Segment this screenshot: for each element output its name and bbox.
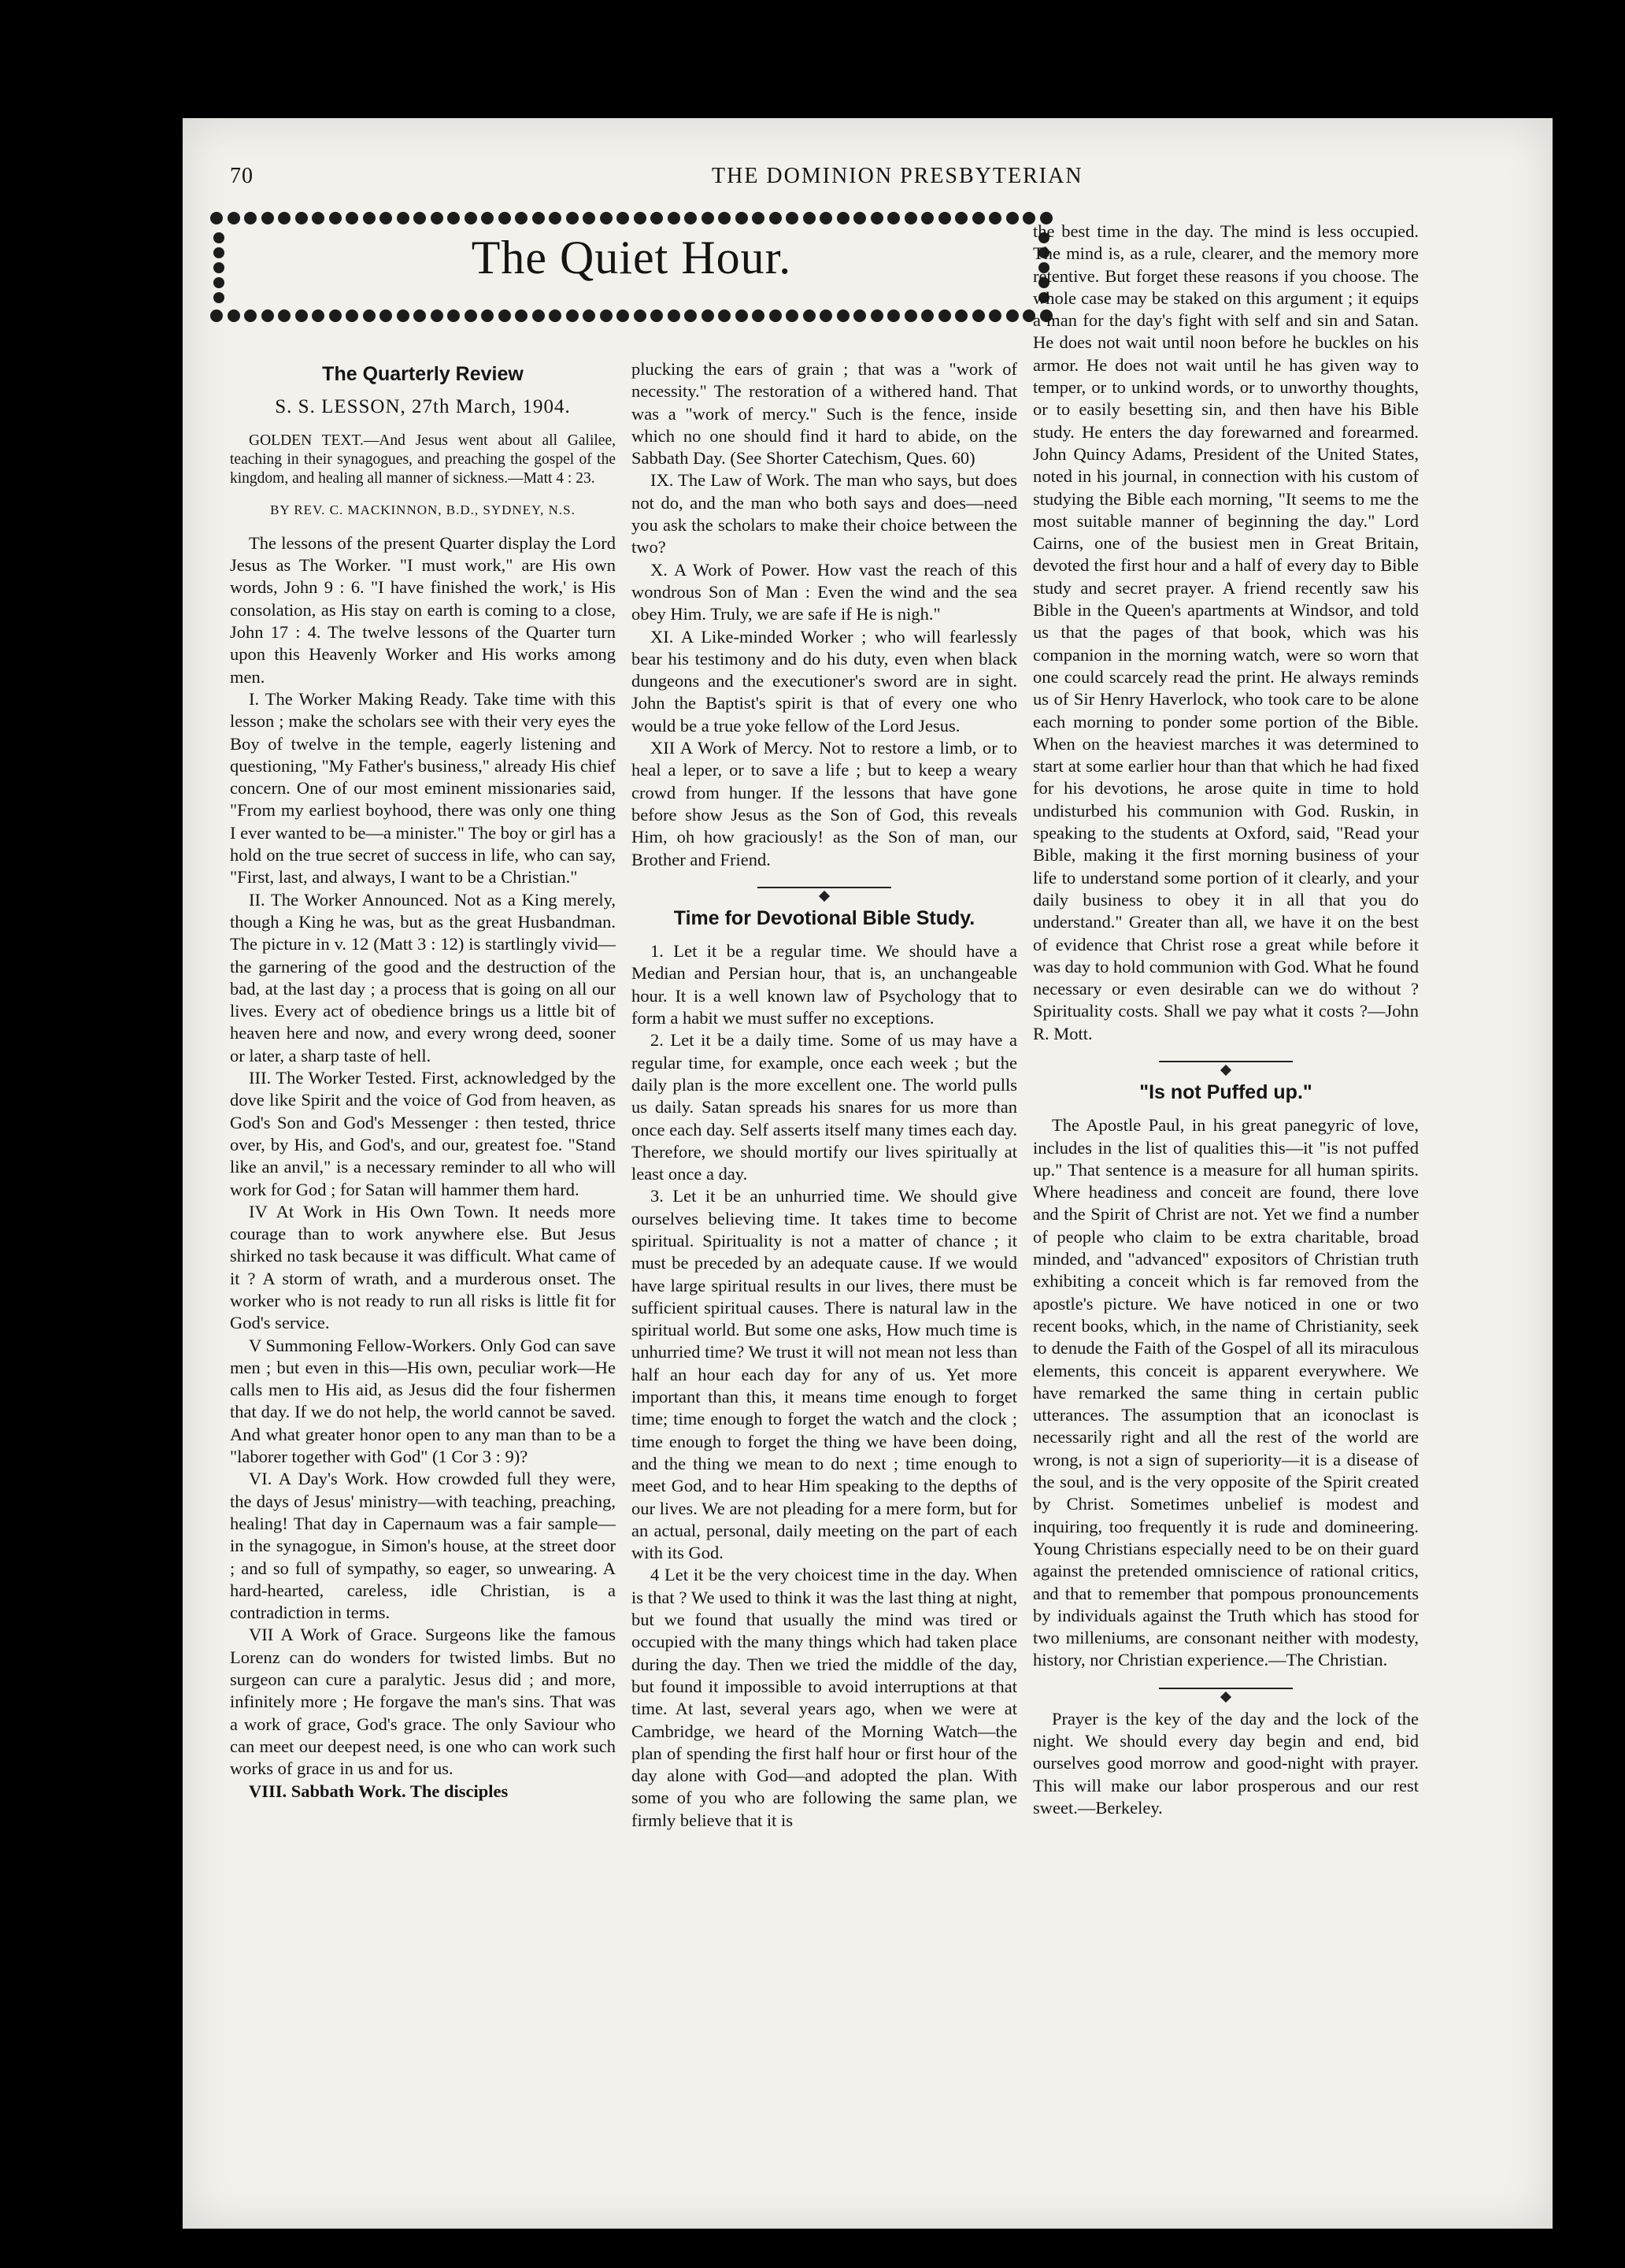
- section-divider: [1033, 1056, 1419, 1067]
- paragraph: VII A Work of Grace. Surgeons like the famous Lorenz can do wonders for twisted limbs. But no surgeon can cure a paralytic. Jesus did ; and more, infinitely more ; He forgave the man's sins. That was a work of grace, God's grace. The only Saviour who can meet our deepest need, is one who can work such works of grace in us and for us.: [230, 1625, 616, 1779]
- banner-title: The Quiet Hour.: [471, 232, 792, 284]
- paragraph: V Summoning Fellow-Workers. Only God can save men ; but even in this—His own, peculiar work—He calls men to His aid, as Jesus did the four fishermen that day. If we do not help, the world cannot be saved. And what greater honor open to any man than to be a "laborer together with God" (1 Cor 3 : 9)?: [230, 1335, 616, 1467]
- publication-title: THE DOMINION PRESBYTERIAN: [712, 164, 1083, 188]
- section-divider: [631, 882, 1017, 893]
- paragraph: I. The Worker Making Ready. Take time with this lesson ; make the scholars see with their very eyes the Boy of twelve in the temple, eagerly listening and questioning, "My Father's business," already His chief concern. One of our most eminent missionaries said, "From my earliest boyhood, there was only one thing I ever wanted to be—a minister." The boy or girl has a hold on the true secret of success in life, who can say, "First, last, and always, I want to be a Christian.": [230, 688, 616, 888]
- paragraph: 2. Let it be a daily time. Some of us may have a regular time, for example, once each week ; but the daily plan is the more excellent one. The world pulls us daily. Satan spreads his snares for us more than once each day. Self asserts itself many times each day. Therefore, we should mortify our lives spiritually at least once a day.: [631, 1030, 1017, 1184]
- column-2: [631, 358, 1017, 1832]
- page-number: 70: [230, 164, 254, 188]
- paragraph: VIII. Sabbath Work. The disciples: [249, 1781, 509, 1801]
- golden-text: GOLDEN TEXT.—And Jesus went about all Galilee, teaching in their synagogues, and preaching the gospel of the kingdom, and healing all manner of sickness.—Matt 4 : 23.: [230, 432, 616, 487]
- paragraph: 4 Let it be the very choicest time in the day. When is that ? We used to think it was the last thing at night, but we found that usually the mind was tired or occupied with the many things which had taken place during the day. Then we tried the middle of the day, but found it impossible to avoid interruptions at that time. At last, several years ago, when we were at Cambridge, we heard of the Morning Watch—the plan of spending the first half hour or first hour of the day alone with God—and adopted the plan. With some of you who are following the same plan, we firmly believe that it is: [631, 1565, 1017, 1830]
- paragraph: IX. The Law of Work. The man who says, but does not do, and the man who both says and does—need you ask the scholars to make their choice between the two?: [631, 470, 1017, 558]
- paragraph: The Apostle Paul, in his great panegyric of love, includes in the list of qualities this—it "is not puffed up." That sentence is a measure for all human spirits. Where headiness and conceit are found, there love and the Spirit of Christ are not. Yet we find a number of people who claim to be extra charitable, broad minded, and "advanced" expositors of Christian truth exhibiting a conceit which is far removed from the apostle's picture. We have noticed in one or two recent books, which, in the name of Christianity, seek to denude the Faith of the Gospel of all its miraculous elements, this conceit is apparent everywhere. We have remarked the same thing in certain public utterances. The assumption that an iconoclast is necessarily right and all the rest of the world are wrong, is not a sign of superiority—it is a disease of the soul, and is the very opposite of the Spirit created by Christ. Sometimes unbelief is modest and inquiring, too frequently it is rude and domineering. Young Christians especially need to be on their guard against the pretended omniscience of rational critics, and that to remember that pompous pronouncements by individuals against the Truth which has stood for two milleniums, are consonant neither with modesty, history, nor Christian experience.—The Christian.: [1033, 1115, 1419, 1670]
- paragraph: the best time in the day. The mind is less occupied. The mind is, as a rule, clearer, and the memory more retentive. But forget these reasons if you choose. The whole case may be staked on this argument ; it equips a man for the day's fight with self and sin and Satan. He does not wait until noon before he buckles on his armor. He does not wait until he has given way to temper, or to unkind words, or to unworthy thoughts, or to easily besetting sin, and then have his Bible study. He enters the day forewarned and forearmed. John Quincy Adams, President of the United States, noted in his journal, in connection with his custom of studying the Bible each morning, "It seems to me the most suitable manner of beginning the day." Lord Cairns, one of the busiest men in Great Britain, devoted the first hour and a half of every day to Bible study and secret prayer. A friend recently saw his Bible in the Queen's apartments at Windsor, and told us that the pages of that book, which was his companion in the morning watch, were so worn that one could scarcely read the print. He always reminds us of Sir Henry Haverlock, who took care to be alone each morning to ponder some portion of the Bible. When on the heaviest marches it was determined to start at some earlier hour than that which he had fixed for his devotions, he arose quite in time to hold undisturbed his communion with God. Ruskin, in speaking to the students at Oxford, said, "Read your Bible, making it the first morning business of your life to understand some portion of it clearly, and your daily business to obey it in all that you do understand." Greater than all, we have it on the best of evidence that Christ rose a great while before it was day to hold communion with God. What he found necessary or even desirable can we do without ? Spirituality costs. Shall we pay what it costs ?—John R. Mott.: [1033, 221, 1419, 1043]
- paragraph: VI. A Day's Work. How crowded full they were, the days of Jesus' ministry—with teaching, preaching, healing! That day in Capernaum was a fair sample—in the synagogue, in Simon's house, at the street door ; and so full of sympathy, so eager, so unwearing. A hard-hearted, careless, idle Christian, is a contradiction in terms.: [230, 1469, 616, 1623]
- paragraph: X. A Work of Power. How vast the reach of this wondrous Son of Man : Even the wind and the sea obey Him. Truly, we are safe if He is nigh.": [631, 559, 1017, 624]
- paragraph: IV At Work in His Own Town. It needs more courage than to work anywhere else. But Jesus shirked no task because it was difficult. What came of it ? A storm of wrath, and a murderous onset. The worker who is not ready to run all risks is little fit for God's service.: [230, 1201, 616, 1333]
- paragraph: XII A Work of Mercy. Not to restore a limb, or to heal a leper, or to save a life ; but to keep a weary crowd from hunger. If the lessons that have gone before show Jesus as the Son of God, this reveals Him, oh how graciously! as the Son of man, our Brother and Friend.: [631, 738, 1017, 869]
- lesson-date: S. S. LESSON, 27th March, 1904.: [275, 396, 571, 418]
- byline: BY REV. C. MACKINNON, B.D., SYDNEY, N.S.: [270, 502, 576, 517]
- running-header: [230, 164, 1505, 195]
- article-heading-not-puffed-up: "Is not Puffed up.": [1139, 1080, 1312, 1103]
- paragraph: plucking the ears of grain ; that was a "work of necessity." The restoration of a withered hand. That was a "work of mercy." Such is the fence, inside which no one should find it hard to abide, on the Sabbath Day. (See Shorter Catechism, Ques. 60): [631, 359, 1017, 469]
- paragraph: III. The Worker Tested. First, acknowledged by the dove like Spirit and the voice of God from heaven, as God's Son and God's Messenger : then tested, thrice over, by His, and God's, and our, greatest foe. "Stand like an anvil," is a necessary reminder to all who will work for God ; for Satan will hammer them hard.: [230, 1068, 616, 1199]
- newspaper-page: [183, 118, 1553, 2229]
- paragraph: XI. A Like-minded Worker ; who will fearlessly bear his testimony and do his duty, even when black dungeons and the executioner's sword are in sight. John the Baptist's spirit is that of every one who would be a true yoke fellow of the Lord Jesus.: [631, 626, 1017, 736]
- article-heading-bible-study: Time for Devotional Bible Study.: [673, 906, 975, 929]
- section-banner: [210, 209, 1053, 327]
- paragraph: II. The Worker Announced. Not as a King merely, though a King he was, but as the great Husbandman. The picture in v. 12 (Matt 3 : 12) is startlingly vivid—the garnering of the good and the destruction of the bad, at the last day ; a process that is going on all our lives. Every act of obedience brings us a little bit of heaven here and now, and every wrong deed, sooner or later, a sharp taste of hell.: [230, 889, 616, 1065]
- banner-border-top: [210, 209, 1053, 229]
- column-1: [230, 358, 616, 1803]
- banner-border-bottom: [210, 306, 1053, 327]
- paragraph: 1. Let it be a regular time. We should have a Median and Persian hour, that is, an unchangeable hour. It is a well known law of Psychology that to form a habit we must suffer no exceptions.: [631, 941, 1017, 1028]
- section-divider: [1033, 1683, 1419, 1694]
- paragraph: 3. Let it be an unhurried time. We should give ourselves believing time. It takes time to become spiritual. Spirituality is not a matter of chance ; it must be preceded by an adequate cause. If we would have large spiritual results in our lives, there must be sufficient spiritual causes. There is natural law in the spiritual world. But some one asks, How much time is unhurried time? We trust it will not mean not less than half an hour each day for any of us. Yet more important than this, it means time enough to forget time; time enough to forget the watch and the clock ; time enough to forget the thing we have been doing, and the thing we mean to do next ; time enough to meet God, and to hear Him speaking to the depths of our lives. We are not pleading for a mere form, but for an actual, personal, daily meeting on the part of each with its God.: [631, 1186, 1017, 1563]
- paragraph: The lessons of the present Quarter display the Lord Jesus as The Worker. "I must work," are His own words, John 9 : 6. "I have finished the work,' is His consolation, as His stay on earth is coming to a close, John 17 : 4. The twelve lessons of the Quarter turn upon this Heavenly Worker and His works among men.: [230, 532, 616, 687]
- paragraph: Prayer is the key of the day and the lock of the night. We should every day begin and end, bid ourselves good morrow and good-night with prayer. This will make our labor prosperous and our rest sweet.—Berkeley.: [1033, 1708, 1419, 1818]
- column-3: [1033, 220, 1419, 1819]
- article-heading-quarterly-review: The Quarterly Review: [322, 363, 524, 385]
